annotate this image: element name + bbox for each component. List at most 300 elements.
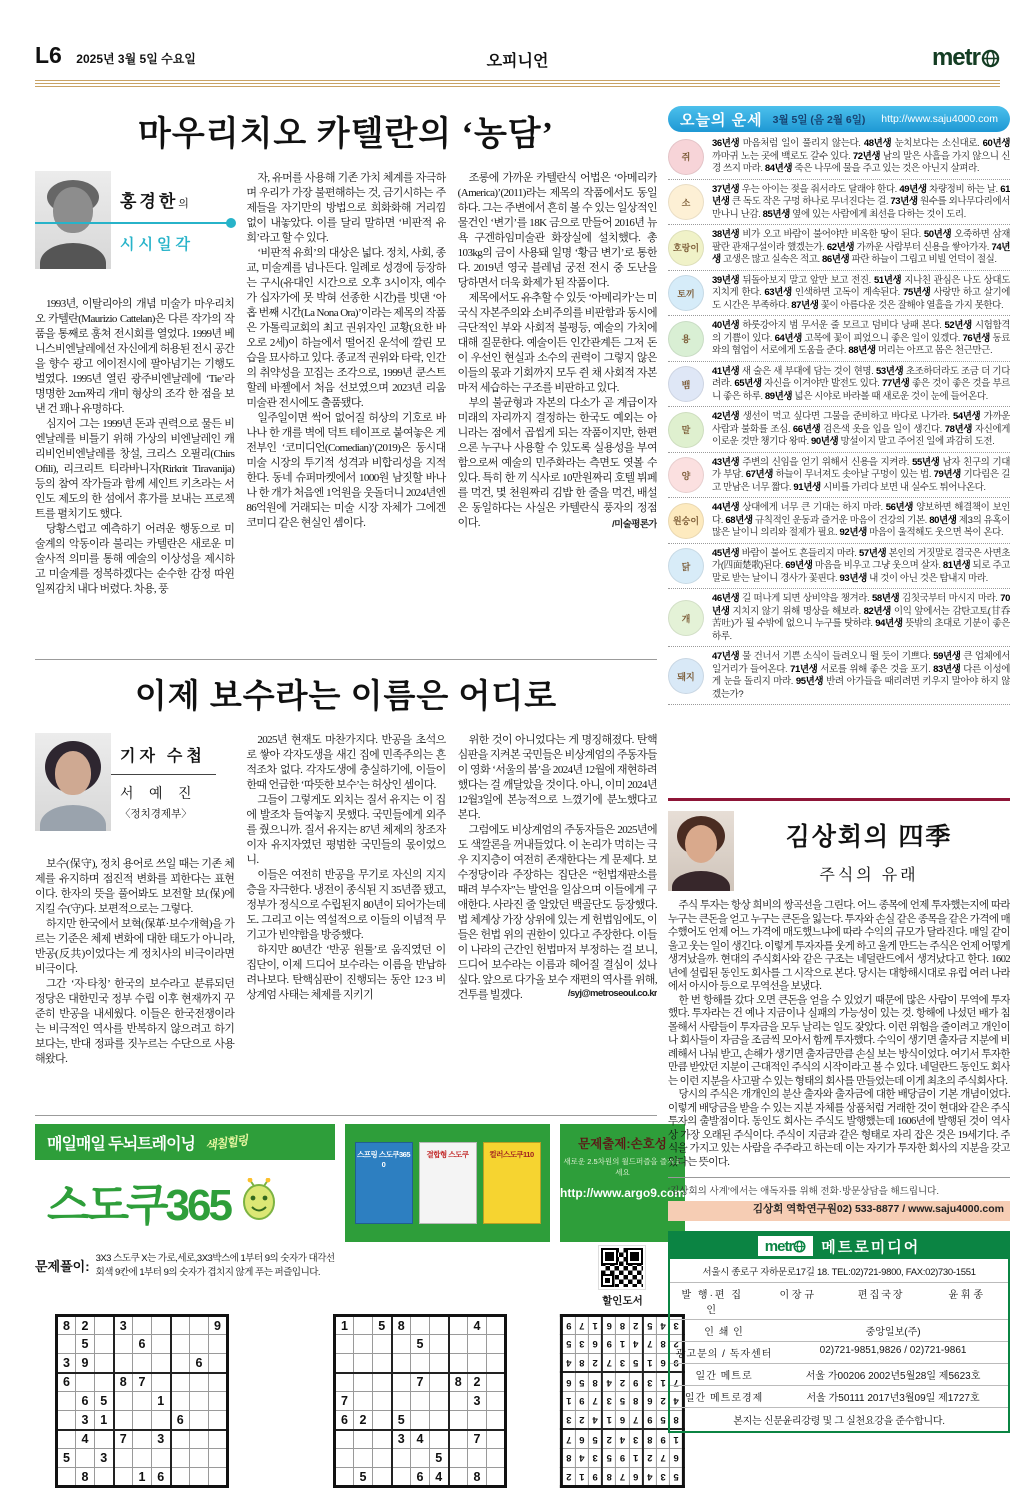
sudoku-cell bbox=[354, 1316, 373, 1335]
sudoku-cell: 5 bbox=[670, 1468, 684, 1487]
fortune-entry bbox=[668, 407, 1010, 453]
fortune-text: 36년생 마음처럼 일이 풀리지 않는다. 48년생 눈치보다는 소신대로. 60년생 까마귀 노는 곳에 백로도 갈수 있다. 72년생 남의 말은 사흘을 가지 않으니 신경 쓰지 마라. 84년생 죽은 나무에 물을 주고 있는 것은 아닌지 살펴라. bbox=[712, 138, 1010, 174]
sudoku-cell bbox=[373, 1430, 392, 1449]
sudoku-cell bbox=[171, 1373, 190, 1392]
sudoku-cell bbox=[57, 1335, 76, 1354]
sudoku-cell: 5 bbox=[602, 1449, 616, 1468]
sudoku-cell: 7 bbox=[562, 1430, 576, 1449]
byline-label: 기자 수첩 bbox=[120, 748, 206, 765]
zodiac-닭-icon: 닭 bbox=[668, 548, 704, 584]
saju-notice: ‘김상회의 사계’에서는 애독자를 위해 전화·방문상담을 해드립니다. bbox=[668, 1177, 1010, 1201]
sudoku-cell: 1 bbox=[643, 1354, 657, 1373]
sudoku-cell: 8 bbox=[114, 1373, 133, 1392]
sudoku-cell: 9 bbox=[76, 1354, 95, 1373]
reporter-name: 서 예 진 bbox=[120, 787, 198, 802]
mascot-icon bbox=[238, 1178, 280, 1224]
sudoku-cell: 1 bbox=[335, 1316, 354, 1335]
sudoku-cell: 7 bbox=[589, 1392, 603, 1411]
sudoku-cell bbox=[152, 1316, 171, 1335]
sudoku-cell: 8 bbox=[562, 1449, 576, 1468]
sudoku-cell: 7 bbox=[133, 1373, 152, 1392]
page-header bbox=[35, 42, 1000, 74]
sudoku-cell bbox=[133, 1316, 152, 1335]
sudoku-cell: 1 bbox=[629, 1449, 643, 1468]
sudoku-cell bbox=[171, 1449, 190, 1468]
sudoku-cell: 7 bbox=[643, 1335, 657, 1354]
paragraph: 제목에서도 유추할 수 있듯 ‘아메리카’는 미국식 자본주의와 소비주의를 비판함과 동시에 극단적인 부와 사회적 불평등, 예술의 가치에 대해 질문한다. 예술이든 인간관계든 그저 돈이 우선인 현실과 소수의 권력이 그렇지 않은 이들의 몫과 기회까지 모두 쥔 채 사회적 자본마저 세습하는 구조를 비판하고 있다. bbox=[457, 292, 657, 394]
sudoku-cell: 6 bbox=[57, 1373, 76, 1392]
sudoku-cell: 7 bbox=[468, 1430, 487, 1449]
sudoku-cell bbox=[95, 1335, 114, 1354]
masthead-value: 편집국장 bbox=[857, 1290, 905, 1301]
sudoku-cell: 5 bbox=[629, 1354, 643, 1373]
sidebar bbox=[668, 106, 1010, 1433]
sudoku-cell bbox=[354, 1449, 373, 1468]
sudoku-cell bbox=[411, 1316, 430, 1335]
sudoku-cell bbox=[487, 1430, 506, 1449]
sudoku-cell bbox=[392, 1335, 411, 1354]
sudoku-cell: 4 bbox=[656, 1316, 670, 1335]
sudoku-cell: 4 bbox=[430, 1468, 449, 1487]
article1-body bbox=[35, 171, 657, 649]
reporter-dept: 〈정치경제부〉 bbox=[120, 809, 192, 820]
sudoku-cell bbox=[411, 1392, 430, 1411]
sudoku-cell: 7 bbox=[114, 1430, 133, 1449]
publisher-label: 문제출제:손호성 bbox=[578, 1137, 667, 1151]
sudoku-cell: 6 bbox=[411, 1468, 430, 1487]
sudoku-cell bbox=[487, 1316, 506, 1335]
sudoku-cell: 6 bbox=[335, 1411, 354, 1430]
saju-column bbox=[668, 811, 1010, 1221]
sudoku-cell: 2 bbox=[629, 1316, 643, 1335]
fortune-text: 47년생 물 건너서 기쁜 소식이 들려오니 뛸 듯이 기쁘다. 59년생 큰 업체에서 일거리가 들어온다. 71년생 서로를 위해 좋은 것을 포기. 83년생 다른 이성에게 눈을 돌리지 마라. 95년생 반려 아가들을 때리려면 키우지 말아야 하지 않겠는가? bbox=[712, 651, 1010, 700]
sudoku-cell bbox=[171, 1354, 190, 1373]
sudoku-cell bbox=[171, 1430, 190, 1449]
saju-title: 김상회의 四季 bbox=[785, 824, 953, 851]
paragraph: 하지만 한국에서 보혁(保革·보수개혁)을 가르는 기준은 체제 변화에 대한 태도가 아니라, 반공(反共)이었다는 게 정치사의 비극이라면 비극이다. bbox=[35, 918, 235, 975]
sudoku-cell: 9 bbox=[629, 1373, 643, 1392]
sudoku-cell: 6 bbox=[643, 1392, 657, 1411]
sudoku-cell: 6 bbox=[670, 1449, 684, 1468]
sudoku-cell: 6 bbox=[190, 1354, 209, 1373]
sudoku-cell bbox=[209, 1392, 228, 1411]
issue-date: 2025년 3월 5일 수요일 bbox=[76, 52, 196, 66]
company-address: 서울시 종로구 자하문로17길 18. TEL:02)721-9800, FAX:02)730-1551 bbox=[702, 1267, 976, 1278]
sudoku-cell bbox=[373, 1335, 392, 1354]
fortune-entry bbox=[668, 498, 1010, 544]
sudoku-cell: 3 bbox=[76, 1411, 95, 1430]
article-divider bbox=[35, 659, 657, 660]
sudoku-cell bbox=[468, 1411, 487, 1430]
sudoku-cell: 5 bbox=[656, 1411, 670, 1430]
sudoku-cell bbox=[487, 1392, 506, 1411]
zodiac-소-icon: 소 bbox=[668, 184, 704, 220]
sudoku-cell: 1 bbox=[95, 1411, 114, 1430]
sudoku-cell bbox=[171, 1392, 190, 1411]
sudoku-cell bbox=[95, 1430, 114, 1449]
ad-logo bbox=[35, 1160, 335, 1242]
sudoku-cell: 3 bbox=[468, 1392, 487, 1411]
sudoku-cell bbox=[392, 1354, 411, 1373]
sudoku-cell: 5 bbox=[616, 1392, 630, 1411]
sudoku-cell: 8 bbox=[468, 1468, 487, 1487]
paragraph: 2025년 현재도 마찬가지다. 반공을 초석으로 쌓아 각자도생을 새긴 집에 민족주의는 흔적조차 없다. 각자도생에 충실하기에, 이들이 한때 언급한 ‘따뜻한 보수’는 허상인 셈이다. bbox=[246, 734, 446, 791]
sudoku-cell: 3 bbox=[670, 1316, 684, 1335]
book-cover bbox=[419, 1142, 477, 1224]
sudoku-cell: 3 bbox=[616, 1354, 630, 1373]
masthead-row bbox=[670, 1319, 1008, 1341]
sudoku-cell bbox=[354, 1430, 373, 1449]
sudoku-cell: 6 bbox=[629, 1468, 643, 1487]
zodiac-용-icon: 용 bbox=[668, 321, 704, 357]
metro-logo bbox=[932, 44, 1000, 72]
sudoku-cell bbox=[190, 1373, 209, 1392]
sudoku-cell: 2 bbox=[575, 1411, 589, 1430]
sudoku-cell: 8 bbox=[670, 1411, 684, 1430]
sudoku-cell: 8 bbox=[392, 1316, 411, 1335]
sudoku-cell: 4 bbox=[670, 1392, 684, 1411]
sudoku-cell bbox=[354, 1392, 373, 1411]
zodiac-양-icon: 양 bbox=[668, 457, 704, 493]
article2-col2 bbox=[246, 733, 445, 1105]
sudoku-cell: 1 bbox=[670, 1430, 684, 1449]
sudoku-cell bbox=[392, 1392, 411, 1411]
fortune-entry bbox=[668, 544, 1010, 590]
sudoku-cell bbox=[373, 1392, 392, 1411]
article-text bbox=[35, 297, 234, 597]
masthead-header bbox=[670, 1233, 1008, 1259]
masthead-value: 윤 휘 종 bbox=[948, 1290, 984, 1301]
section-title: 오피니언 bbox=[486, 53, 549, 70]
masthead-value: 이 장 규 bbox=[779, 1290, 815, 1301]
sudoku-cell bbox=[152, 1373, 171, 1392]
sudoku-puzzle-2 bbox=[333, 1314, 507, 1488]
column-rule bbox=[35, 222, 234, 224]
sudoku-cell bbox=[76, 1449, 95, 1468]
paragraph: 당시의 주식은 개개인의 분산 출자와 출자금에 대한 배당금이 기본 개념이었다. 이렇게 배당금을 받을 수 있는 지분 자체를 상품처럼 거래한 것이 현대와 같은 주식 투자의 출발점이다. 동인도 회사는 주식도 발행했는데 1606년에 발행된 것이 역사상 가장 오래된 주식이다. 주식이 지금과 같은 형태로 자리 잡은 것은 19세기다. 주식을 가지고 있는 사람을 주주라고 하는데 이는 자기가 투자한 회사의 지분을 갖고 있다는 뜻이다. bbox=[668, 1089, 1010, 1168]
masthead-label: 광고문의 / 독자센터 bbox=[675, 1349, 773, 1360]
sudoku-cell bbox=[411, 1449, 430, 1468]
zodiac-원숭이-icon: 원숭이 bbox=[668, 503, 704, 539]
paragraph: 위한 것이 아니었다는 게 명징해졌다. 탄핵심판을 지켜본 국민들은 비상계엄의 주동자들이 영화 ‘서울의 봄’을 2024년 12월에 재현하려 했다는 걸 깨달았을 것이다. 아니, 이미 2024년 12월3일에 본능적으로 느꼈기에 분노했다고 본다. bbox=[457, 734, 657, 821]
sudoku-ad bbox=[35, 1124, 685, 1488]
sudoku-cell bbox=[171, 1468, 190, 1487]
fortune-text: 46년생 길 떠나게 되면 상비약을 챙겨라. 58년생 김칫국부터 마시지 마라. 70년생 지치지 않기 위해 명상을 해보라. 82년생 이익 앞에서는 감탄고토(甘呑苦吐)가 될 수밖에 없으니 누구를 탓하랴. 94년생 뜻밖의 초대로 기분이 좋은 하루. bbox=[712, 593, 1010, 642]
sudoku-cell: 7 bbox=[629, 1411, 643, 1430]
sudoku-cell bbox=[392, 1373, 411, 1392]
zodiac-토끼-icon: 토끼 bbox=[668, 275, 704, 311]
sudoku-cell: 3 bbox=[57, 1354, 76, 1373]
sudoku-cell bbox=[114, 1411, 133, 1430]
sudoku-cell bbox=[190, 1468, 209, 1487]
sudoku-cell bbox=[133, 1411, 152, 1430]
sudoku-cell bbox=[430, 1335, 449, 1354]
sudoku-cell bbox=[430, 1354, 449, 1373]
sudoku-cell: 5 bbox=[95, 1392, 114, 1411]
masthead-label: 발 행·편 집 인 bbox=[681, 1290, 744, 1316]
sudoku-cell: 4 bbox=[589, 1411, 603, 1430]
sudoku-cell: 6 bbox=[152, 1468, 171, 1487]
sudoku-cell: 1 bbox=[616, 1335, 630, 1354]
sudoku-cell bbox=[171, 1316, 190, 1335]
sudoku-cell: 9 bbox=[575, 1392, 589, 1411]
company-name: 메트로미디어 bbox=[821, 1238, 921, 1256]
sudoku-cell: 1 bbox=[133, 1468, 152, 1487]
sudoku-cell: 8 bbox=[616, 1316, 630, 1335]
fortune-text: 39년생 뒤돌아보지 말고 앞만 보고 전진. 51년생 지나친 관심은 나도 상대도 지치게 한다. 63년생 인색하면 고독이 계속된다. 75년생 사랑만 하고 살기에도 시간은 부족하다. 87년생 꽃이 아름다운 것은 잘해야 열흘을 가지 못한다. bbox=[712, 274, 1010, 311]
sudoku-cell bbox=[190, 1392, 209, 1411]
sudoku-cell: 3 bbox=[602, 1392, 616, 1411]
fortune-entry bbox=[668, 271, 1010, 317]
sudoku-cell: 5 bbox=[643, 1316, 657, 1335]
article-text bbox=[35, 857, 234, 1067]
fortune-entry bbox=[668, 225, 1010, 271]
sudoku-cell: 4 bbox=[643, 1468, 657, 1487]
sudoku-cell bbox=[468, 1354, 487, 1373]
fortune-date: 3월 5일 (음 2월 6일) bbox=[772, 113, 866, 126]
sudoku-cell: 3 bbox=[656, 1468, 670, 1487]
sudoku-cell: 4 bbox=[616, 1430, 630, 1449]
sudoku-cell bbox=[449, 1316, 468, 1335]
sudoku-cell bbox=[209, 1335, 228, 1354]
fortune-entry bbox=[668, 180, 1010, 226]
sudoku-cell bbox=[209, 1354, 228, 1373]
sudoku-cell: 6 bbox=[656, 1354, 670, 1373]
zodiac-개-icon: 개 bbox=[668, 600, 704, 636]
sudoku-cell bbox=[114, 1468, 133, 1487]
sudoku-cell: 2 bbox=[670, 1335, 684, 1354]
book-title: 스프링 스도쿠365 0 bbox=[356, 1150, 411, 1169]
ad-script-text: 색칠힐링 bbox=[204, 1132, 249, 1153]
paragraph: 조롱에 가까운 카텔란식 어법은 ‘아메리카(America)’(2011)라는 제목의 작품에서도 동일하다. 그는 주변에서 흔히 볼 수 있는 일상적인 물건인 ‘변기’를 18K 금으로 만들어 2016년 뉴욕 구겐하임미술관 화장실에 설치했다. 총 103kg의 금이 사용돼 일명 ‘황금 변기’로 통한다. 2019년 영국 블레넘 궁전 전시 중 도난을 당하면서 더욱 화제가 된 작품이다. bbox=[457, 172, 657, 289]
saju-contact: 김상회 역학연구원02) 533-8877 / www.saju4000.com bbox=[668, 1201, 1010, 1221]
masthead-row bbox=[670, 1341, 1008, 1363]
sudoku-cell: 3 bbox=[114, 1316, 133, 1335]
sudoku-cell bbox=[449, 1430, 468, 1449]
sudoku-cell: 2 bbox=[589, 1354, 603, 1373]
author-box bbox=[35, 171, 234, 291]
sudoku-cell bbox=[487, 1335, 506, 1354]
sudoku-cell: 8 bbox=[589, 1373, 603, 1392]
author-photo bbox=[35, 171, 111, 269]
column-name: 시시일각 bbox=[120, 236, 194, 253]
sudoku-cell: 1 bbox=[656, 1373, 670, 1392]
sudoku-cell: 5 bbox=[430, 1449, 449, 1468]
section-rule bbox=[668, 798, 1010, 801]
masthead-row bbox=[670, 1282, 1008, 1319]
sudoku-cell bbox=[392, 1468, 411, 1487]
sudoku-cell: 6 bbox=[602, 1316, 616, 1335]
article2-col1 bbox=[35, 733, 234, 1105]
sudoku-cell bbox=[354, 1373, 373, 1392]
sudoku-cell bbox=[57, 1430, 76, 1449]
zodiac-쥐-icon: 쥐 bbox=[668, 139, 704, 175]
fortune-text: 40년생 하룻강아지 범 무서운 줄 모르고 덤비다 낭패 본다. 52년생 시험합격의 기쁨이 있다. 64년생 고목에 꽃이 피었으니 좋은 일이 있겠다. 76년생 동료와의 협업이 서로에게 도움을 준다. 88년생 머리는 아프고 몸은 천근만근. bbox=[712, 320, 1010, 356]
paragraph: 보수(保守), 정치 용어로 쓰일 때는 기존 체제를 유지하며 점진적 변화를 꾀한다는 표현이다. 한자의 뜻을 풀어봐도 보전할 보(保)에 지킬 수(守)다. 보편적으로는 그렇다. bbox=[35, 858, 235, 915]
masthead-value: 02)721-9851,9826 / 02)721-9861 bbox=[819, 1345, 967, 1356]
masthead-value: 서울 가50111 2017년3월09일 제1727호 bbox=[806, 1393, 980, 1404]
sudoku-cell bbox=[190, 1411, 209, 1430]
sudoku-cell: 2 bbox=[616, 1373, 630, 1392]
sudoku-cell bbox=[209, 1373, 228, 1392]
sudoku-cell: 6 bbox=[171, 1411, 190, 1430]
sudoku-cell: 5 bbox=[562, 1335, 576, 1354]
sudoku-cell: 1 bbox=[602, 1411, 616, 1430]
paragraph: 한 번 항해를 갔다 오면 큰돈을 얻을 수 있었기 때문에 많은 사람이 무역에 투자했다. 투자라는 건 예나 지금이나 실패의 가능성이 있는 것. 항해에 나섰던 배가 침몰해서 사람들이 투자금을 모두 날리는 일도 잦았다. 이런 위험을 줄이려고 개인이나 회사들이 자금을 조금씩 모아서 함께 투자했다. 수익이 생기면 출자금 지분에 비례해서 나눠 받고, 손해가 생기면 출자금만큼 손실 보는 방식이었다. 여기서 투자한 만큼 받았던 지분이 근대적인 주식의 시작이라고 볼 수 있다. 네덜란드 동인도 회사는 이런 지분을 사고팔 수 있는 형태의 회사를 만들었는데 이게 최초의 주식회사다. bbox=[668, 994, 1010, 1087]
sudoku365-logo: 스도쿠365 bbox=[47, 1181, 230, 1230]
masthead-label: 일간 메트로 bbox=[695, 1371, 753, 1382]
fortune-text: 38년생 비가 오고 바람이 불어야만 비옥한 땅이 된다. 50년생 오죽하면 삼재 팔란 관재구설이라 했겠는가. 62년생 가까운 사람부터 신용을 쌓아가자. 74년생 고생은 많고 실속은 적고. 86년생 파란 하늘이 그립고 비빌 언덕이 절실. bbox=[712, 229, 1010, 265]
publisher-url: http://www.argo9.com bbox=[560, 1186, 685, 1200]
sudoku-cell bbox=[57, 1411, 76, 1430]
masthead-row bbox=[670, 1385, 1008, 1407]
sudoku-cell: 3 bbox=[629, 1430, 643, 1449]
sudoku-cell bbox=[133, 1430, 152, 1449]
author-suffix: 의 bbox=[178, 198, 189, 210]
sudoku-cell bbox=[335, 1373, 354, 1392]
sudoku-cell bbox=[449, 1354, 468, 1373]
sudoku-cell: 6 bbox=[616, 1411, 630, 1430]
zodiac-돼지-icon: 돼지 bbox=[668, 658, 704, 694]
sudoku-cell bbox=[430, 1316, 449, 1335]
sudoku-cell bbox=[373, 1411, 392, 1430]
sudoku-cell bbox=[114, 1335, 133, 1354]
saju-body bbox=[668, 899, 1010, 1169]
ad-publisher bbox=[560, 1124, 685, 1242]
sudoku-cell bbox=[373, 1449, 392, 1468]
sudoku-cell: 1 bbox=[562, 1392, 576, 1411]
sudoku-cell bbox=[209, 1411, 228, 1430]
article-divider bbox=[35, 1115, 657, 1116]
masthead-value: 서울 가00206 2002년5월28일 제5623호 bbox=[805, 1371, 981, 1382]
paragraph: 이들은 여전히 반공을 무기로 자신의 지지층을 자극한다. 냉전이 종식된 지 35년쯤 됐고, 정부가 정식으로 수립된지 80년이 되어가는데도. 그리고 이는 역설적으로 이들의 이념적 무기고가 빈약함을 방증했다. bbox=[246, 869, 446, 941]
sudoku-cell: 5 bbox=[373, 1316, 392, 1335]
sudoku-cell: 5 bbox=[411, 1335, 430, 1354]
author-name: 홍경한의 bbox=[120, 192, 189, 211]
fortune-text: 42년생 생선이 먹고 싶다면 그물을 준비하고 바다로 나가라. 54년생 가까운 사람과 불화를 조심. 66년생 검은색 옷을 입을 일이 생긴다. 78년생 자신에게 이로운 것만 챙기다 왕따. 90년생 망설이지 말고 주어진 일에 과감히 도전. bbox=[712, 411, 1010, 447]
metro-footer-logo bbox=[758, 1236, 814, 1256]
sudoku-cell bbox=[354, 1354, 373, 1373]
sudoku-cell bbox=[190, 1430, 209, 1449]
signoff: /syj@metroseoul.co.kr bbox=[567, 988, 657, 999]
sudoku-cell: 4 bbox=[602, 1373, 616, 1392]
fortune-entry bbox=[668, 316, 1010, 362]
sudoku-cell bbox=[468, 1335, 487, 1354]
sudoku-cell: 7 bbox=[602, 1354, 616, 1373]
sudoku-cell bbox=[430, 1411, 449, 1430]
sudoku-cell: 5 bbox=[354, 1468, 373, 1487]
sudoku-puzzle-1 bbox=[55, 1314, 229, 1488]
sudoku-cell bbox=[411, 1354, 430, 1373]
sudoku-cell: 9 bbox=[656, 1430, 670, 1449]
sudoku-cell bbox=[430, 1430, 449, 1449]
howto-text: 3X3 스도쿠 X는 가로,세로,3X3박스에 1부터 9의 숫자가 대각선 회색 9칸에 1부터 9의 숫자가 겹치지 않게 푸는 퍼즐입니다. bbox=[95, 1253, 335, 1278]
fortune-url: http://www.saju4000.com bbox=[881, 113, 998, 125]
sudoku-cell: 6 bbox=[589, 1335, 603, 1354]
fortune-entry bbox=[668, 647, 1010, 705]
paragraph: 그간 ‘자·타칭’ 한국의 보수라고 분류되던 정당은 대한민국 정부 수립 이후 현재까지 꾸준히 반공을 내세웠다. 이들은 한국전쟁이라는 비극적인 역사를 반복하지 않으려고 하기보다는, 반대 정파를 짓누르는 수단으로 사용해왔다. bbox=[35, 978, 235, 1065]
sudoku-cell bbox=[335, 1468, 354, 1487]
fortune-text: 45년생 바람이 불어도 흔들리지 마라. 57년생 본인의 거짓말로 결국은 사면초가(四面楚歌)된다. 69년생 마음을 비우고 그냥 웃으며 살자. 81년생 되로 주고 말로 받는 날이니 경사가 꽃핀다. 93년생 내 것이 아닌 것은 탐내지 마라. bbox=[712, 547, 1010, 584]
article2-title: 이제 보수라는 이름은 어디로 bbox=[134, 679, 558, 715]
sudoku-cell bbox=[152, 1354, 171, 1373]
zodiac-말-icon: 말 bbox=[668, 412, 704, 448]
paragraph: 그들이 그렇게도 외치는 질서 유지는 이 집에 발조차 들여놓지 못했다. 국민들에게 외주를 줬으니까. 질서 유지는 87년 체제의 창조자이자 유지자였던 평범한 국민들의 몫이었으니. bbox=[246, 794, 446, 866]
article1-title: 마우리치오 카텔란의 ‘농담’ bbox=[138, 116, 554, 153]
paragraph: 그럼에도 비상계엄의 주동자들은 2025년에도 색깔론을 꺼내들었다. 이 논리가 먹히는 극우 지지층이 여전히 존재한다는 게 문제다. 보수정당이라 주장하는 집단은 “헌법재판소를 때려 부수자”는 발언을 일삼으며 이들에게 구애한다. 사라진 줄 알았던 백골단도 등장했다. 법 체계상 가장 상위에 있는 게 헌법임에도, 이들은 헌법 위의 권한이 있다고 주장한다. 이들이 나라의 근간인 헌법마저 부정하는 걸 보니, 드디어 보수라는 이름과 헤어질 결심이 섰나 싶다. 앞으로 다가올 보수 재편의 역사를 위해, 건투를 빌겠다. /syj@metroseoul.co.kr bbox=[457, 824, 657, 1001]
sudoku-cell bbox=[449, 1335, 468, 1354]
qr-code bbox=[599, 1246, 645, 1289]
article2-col3 bbox=[458, 733, 657, 1105]
sudoku-cell: 5 bbox=[76, 1335, 95, 1354]
sudoku-cell: 8 bbox=[575, 1354, 589, 1373]
sudoku-cell bbox=[152, 1335, 171, 1354]
sudoku-cell bbox=[133, 1354, 152, 1373]
sudoku-cell bbox=[392, 1449, 411, 1468]
sudoku-cell: 7 bbox=[670, 1373, 684, 1392]
paragraph: 주식 투자는 항상 희비의 쌍곡선을 그린다. 어느 종목에 언제 투자했는지에 따라 누구는 큰돈을 얻고 누구는 큰돈을 잃는다. 투자와 손실 같은 종목을 같은 가격에 매수했어도 언제 어느 가격에 매도했느냐에 따라 수익의 규모가 달라진다. 매일 같이 울고 웃는 일이 생긴다. 이렇게 투자자를 웃게 하고 울게 만드는 주식은 언제 어떻게 생겨났을까. 현대의 주식회사와 같은 구조는 네덜란드에서 생겨났다고 한다. 1602년에 설립된 동인도 회사를 그 시작으로 본다. 당시는 대항해시대로 유럽 여러 나라에서 아시아 등으로 무역선을 보냈다. bbox=[668, 900, 1010, 992]
zodiac-호랑이-icon: 호랑이 bbox=[668, 230, 704, 266]
sudoku-cell bbox=[57, 1468, 76, 1487]
book-covers bbox=[345, 1124, 550, 1242]
paragraph: 일주일이면 썩어 없어질 허상의 기호로 바나나 한 개를 벽에 덕트 테이프로 붙여놓은 게 전부인 ‘코미디언(Comedian)’(2019)은 동시대 미술 시장의 투기적 성격과 비합리성을 지적한다. 동네 슈퍼마켓에서 1000원 남짓할 바나나 한 개가 처음엔 1억원을 웃돌더니 2024년엔 86억원에 거래되는 미술 시장 자체가 그에겐 코미디 같은 현실인 셈이다. bbox=[246, 412, 446, 529]
fortune-header bbox=[668, 106, 1010, 132]
sudoku-cell: 2 bbox=[76, 1316, 95, 1335]
sudoku-cell: 4 bbox=[629, 1335, 643, 1354]
sudoku-cell: 7 bbox=[616, 1468, 630, 1487]
sudoku-cell: 8 bbox=[602, 1468, 616, 1487]
paragraph: 1993년, 이탈리아의 개념 미술가 마우리치오 카텔란(Maurizio Cattelan)은 다른 작가의 작품을 통째로 훔쳐 전시회를 열었다. 1999년 베니스비엔날레에선 자신에게 허용된 전시 공간을 향수 광고 에이전시에 팔아넘기는 기행도 벌였다. 1995년 열린 광주비엔날레에 ‘Tie’라 명명한 2cm짜리 개미 형상의 조각 한 점을 보낸 건 꽤나 유명하다. bbox=[35, 298, 235, 415]
sudoku-cell bbox=[468, 1449, 487, 1468]
howto-label: 문제풀이: bbox=[35, 1259, 90, 1274]
masthead-value: 중앙일보(주) bbox=[865, 1327, 921, 1338]
sudoku-cell bbox=[95, 1316, 114, 1335]
article1-col2 bbox=[246, 171, 445, 649]
main-column bbox=[35, 96, 685, 1488]
article2-body bbox=[35, 733, 657, 1105]
book-cover bbox=[355, 1142, 413, 1224]
masthead-label: 인 쇄 인 bbox=[704, 1327, 744, 1338]
discount-label: 할인도서 bbox=[602, 1295, 643, 1307]
sudoku-cell: 9 bbox=[602, 1335, 616, 1354]
sudoku-cell bbox=[95, 1373, 114, 1392]
sudoku-cell: 3 bbox=[152, 1430, 171, 1449]
sudoku-cell: 6 bbox=[76, 1392, 95, 1411]
sudoku-cell: 3 bbox=[643, 1373, 657, 1392]
globe-icon bbox=[981, 49, 1000, 68]
paragraph: 심지어 그는 1999년 돈과 권력으로 물든 비엔날레를 비틀기 위해 가상의 비엔날레인 캐리비언비엔날레를 창설, 크리스 오필리(Chirs Ofili), 리크리트 티라바니자(Rirkrit Tiravanija) 등의 참여 작가들과 함께 세인트 키츠라는 서인도 제도의 한 섬에서 휴가를 보내는 프로젝트를 펼치기도 했다. bbox=[35, 418, 235, 520]
sudoku-cell bbox=[209, 1430, 228, 1449]
fortune-text: 44년생 상대에게 너무 큰 기대는 하지 마라. 56년생 양보하면 해결책이 보인다. 68년생 규칙적인 운동과 즐거운 마음이 건강의 기본. 80년생 제3의 유혹이 많은 날이니 의리와 절제가 필요. 92년생 마음이 울적해도 웃으면 복이 온다. bbox=[712, 502, 1010, 538]
fortune-entry bbox=[668, 453, 1010, 499]
sudoku-cell: 2 bbox=[643, 1449, 657, 1468]
sudoku-cell: 2 bbox=[562, 1468, 576, 1487]
fortune-entry bbox=[668, 589, 1010, 647]
sudoku-cell bbox=[373, 1354, 392, 1373]
sudoku-cell bbox=[190, 1335, 209, 1354]
sudoku-cell bbox=[487, 1449, 506, 1468]
sudoku-cell: 7 bbox=[335, 1392, 354, 1411]
ethics-statement: 본지는 신문윤리강령 및 그 실천요강을 준수합니다. bbox=[670, 1407, 1008, 1431]
book-title: 컬러스도쿠110 bbox=[489, 1150, 534, 1159]
sudoku-cell: 3 bbox=[575, 1335, 589, 1354]
fortune-text: 43년생 주변의 신임을 얻기 위해서 신용을 지켜라. 55년생 남자 친구의 기대가 부담. 67년생 하늘이 무너져도 솟아날 구멍이 있는 법. 79년생 기다림은 길고 만남은 너무 짧다. 91년생 시비를 가리다 보면 내 실수도 튀어나온다. bbox=[712, 456, 1010, 493]
sudoku-cell bbox=[95, 1354, 114, 1373]
sudoku-cell: 8 bbox=[643, 1430, 657, 1449]
sudoku-cell bbox=[487, 1354, 506, 1373]
sudoku-cell bbox=[114, 1392, 133, 1411]
sudoku-cell: 3 bbox=[562, 1411, 576, 1430]
